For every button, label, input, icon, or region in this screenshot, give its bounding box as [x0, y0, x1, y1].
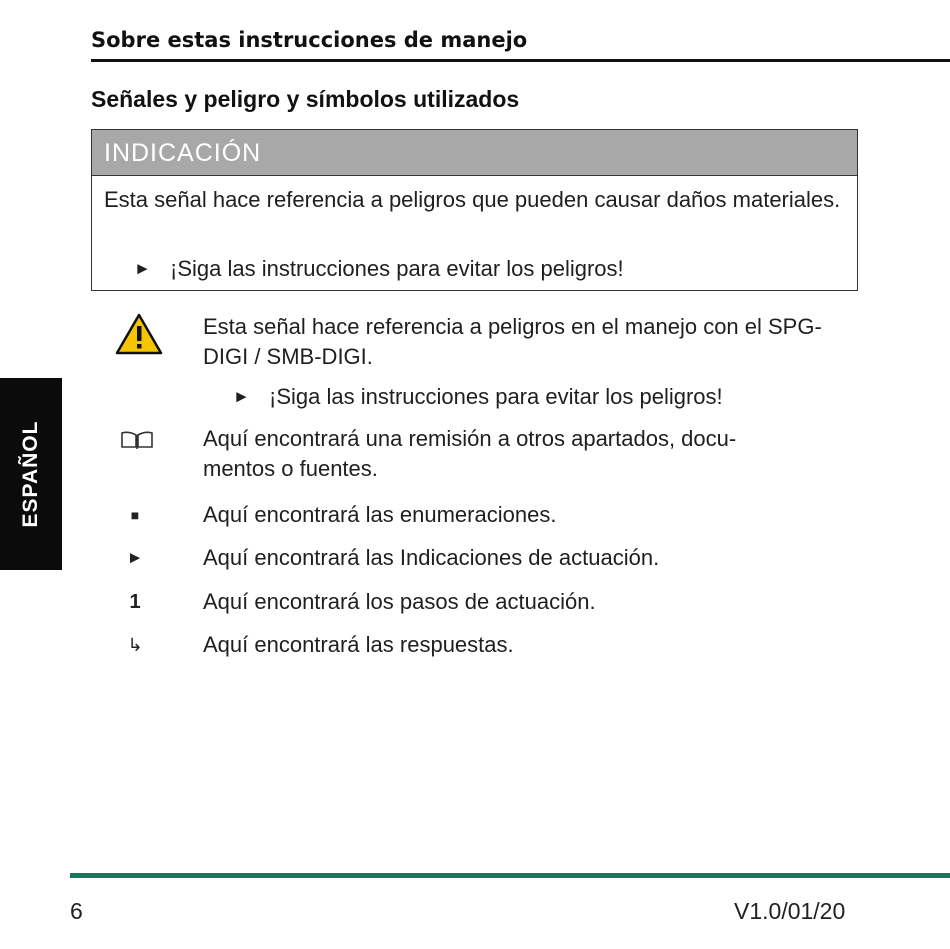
section-title: Señales y peligro y símbolos utilizados	[91, 86, 520, 112]
notice-action-text: ¡Siga las instrucciones para evitar los peligros!	[170, 256, 624, 281]
legend-text: Aquí encontrará los pasos de actuación.	[203, 589, 596, 614]
notice-text: Esta señal hace referencia a peligros que pueden causar daños materiales.	[104, 187, 841, 212]
warning-action-text: ¡Siga las instrucciones para evitar los peligros!	[269, 384, 723, 409]
book-icon	[120, 430, 154, 450]
step-number-icon: 1	[129, 591, 141, 613]
warning-triangle-icon	[115, 313, 163, 355]
legend-text: Aquí encontrará una remisión a otros apartados, docu- mentos o fuentes.	[203, 426, 737, 481]
notice-action	[134, 254, 624, 284]
warning-text: Esta señal hace referencia a peligros en el manejo con el SPG-DIGI / SMB-DIGI.	[203, 314, 822, 369]
notice-label: INDICACIÓN	[92, 130, 857, 176]
language-tab-label: ESPAÑOL	[19, 420, 42, 528]
version-label: V1.0/01/20	[734, 898, 846, 924]
page-number: 6	[70, 898, 83, 924]
result-arrow-icon: ↳	[127, 635, 143, 655]
legend-text: Aquí encontrará las respuestas.	[203, 632, 514, 657]
footer-divider	[70, 873, 950, 878]
action-arrow-icon: ►	[233, 387, 250, 406]
language-tab	[0, 378, 62, 570]
page-header-title: Sobre estas instrucciones de manejo	[91, 28, 528, 52]
action-arrow-icon: ►	[134, 259, 151, 278]
header-divider	[91, 59, 950, 62]
action-arrow-icon: ►	[126, 548, 144, 567]
notice-box	[91, 129, 858, 291]
warning-action	[233, 382, 723, 412]
square-bullet-icon: ■	[130, 507, 140, 523]
legend-text: Aquí encontrará las Indicaciones de actuación.	[203, 545, 660, 570]
legend-text: Aquí encontrará las enumeraciones.	[203, 502, 557, 527]
